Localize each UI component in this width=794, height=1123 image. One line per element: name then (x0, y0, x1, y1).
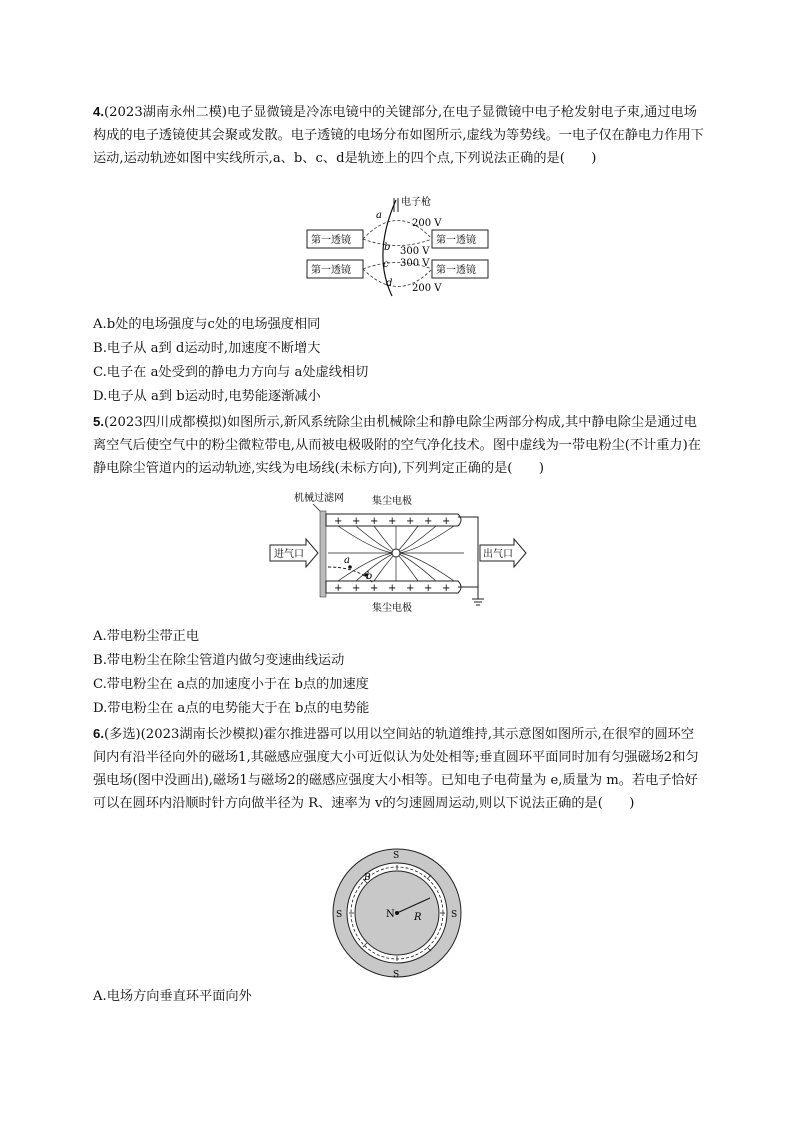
filter-mesh (320, 511, 326, 597)
hall-thruster-figure (330, 846, 464, 980)
svg-text:+: + (370, 583, 379, 594)
voltage-label: 300 V (400, 246, 430, 257)
q5-option-a: A.带电粉尘带正电 (93, 629, 200, 644)
svg-text:+: + (424, 583, 433, 594)
point-b: b (384, 242, 391, 253)
equipotential-line (363, 239, 432, 246)
question-number: 4. (93, 104, 104, 119)
electrostatic-precipitator-figure (268, 487, 530, 615)
question-6-text (93, 722, 705, 815)
svg-text:+: + (352, 583, 361, 594)
lens-label: 第一透镜 (311, 235, 351, 246)
south-pole: S (393, 970, 400, 980)
svg-text:+: + (352, 516, 361, 527)
north-pole: N (386, 909, 395, 920)
inlet-label: 进气口 (274, 549, 304, 560)
gun-label: 电子枪 (401, 197, 431, 208)
lens-label: 第一透镜 (311, 265, 351, 276)
voltage-label: 300 V (400, 258, 430, 269)
svg-text:+: + (442, 583, 451, 594)
center-wire (392, 549, 400, 557)
point-c: c (383, 259, 389, 270)
q4-option-b: B.电子从 a到 d运动时,加速度不断增大 (93, 341, 321, 356)
svg-text:+: + (334, 516, 343, 527)
outlet-label: 出气口 (483, 549, 513, 560)
lens-label: 第一透镜 (436, 265, 476, 276)
svg-text:+: + (424, 516, 433, 527)
point-a: a (344, 555, 350, 566)
south-pole: S (451, 910, 458, 920)
question-stem: (2023湖南永州二模)电子显微镜是冷冻电镜中的关键部分,在电子显微镜中电子枪发射电子束,通过电场构成的电子透镜使其会聚或发散。电子透镜的电场分布如图所示,虚线为等势线。一电子仅在静电力作用下运动,运动轨迹如图中实线所示,a、b、c、d是轨迹上的四个点,下列说法正确的是( ) (93, 105, 704, 166)
south-pole: S (336, 910, 343, 920)
question-number: 5. (93, 414, 104, 429)
point-b: b (366, 571, 373, 582)
q4-option-a: A.b处的电场强度与c处的电场强度相同 (93, 317, 321, 332)
question-4-text (93, 100, 705, 170)
q5-option-c: C.带电粉尘在 a点的加速度小于在 b点的加速度 (93, 677, 369, 692)
electrode-bottom-label: 集尘电极 (372, 603, 412, 614)
q6-option-a: A.电场方向垂直环平面向外 (93, 989, 252, 1004)
radius-label: R (414, 912, 422, 923)
svg-text:+: + (370, 516, 379, 527)
q5-option-b: B.带电粉尘在除尘管道内做匀变速曲线运动 (93, 653, 345, 668)
svg-text:+: + (406, 516, 415, 527)
point-d: d (386, 278, 393, 289)
voltage-label: 200 V (412, 218, 442, 229)
svg-text:+: + (388, 583, 397, 594)
svg-text:+: + (406, 583, 415, 594)
svg-text:+: + (388, 516, 397, 527)
electron-lens-figure (300, 192, 500, 298)
q4-option-d: D.电子从 a到 b运动时,电势能逐渐减小 (93, 389, 321, 404)
lens-label: 第一透镜 (436, 235, 476, 246)
question-number: 6. (93, 726, 104, 741)
question-stem: (2023四川成都模拟)如图所示,新风系统除尘由机械除尘和静电除尘两部分构成,其中静电除尘是通过电离空气后使空气中的粉尘微粒带电,从而被电极吸附的空气净化技术。图中虚线为一带电粉尘(不计重力)在静电除尘管道内的运动轨迹,实线为电场线(未标方向),下列判定正确的是( ) (93, 415, 701, 476)
filter-label: 机械过滤网 (294, 493, 344, 504)
question-5-text (93, 410, 705, 480)
field-label: B (364, 873, 371, 883)
svg-text:+: + (442, 516, 451, 527)
electrode-top-label: 集尘电极 (372, 496, 412, 507)
point-a: a (376, 210, 382, 221)
q4-option-c: C.电子在 a处受到的静电力方向与 a处虚线相切 (93, 365, 369, 380)
question-stem: (多选)(2023湖南长沙模拟)霍尔推进器可以用以空间站的轨道维持,其示意图如图所示,在很窄的圆环空间内有沿半径向外的磁场1,其磁感应强度大小可近似认为处处相等;垂直圆环平面同时加有匀强磁场2和匀强电场(图中没画出),磁场1与磁场2的磁感应强度大小相等。已知电子电荷量为 e,质量为 m。若电子恰好可以在圆环内沿顺时针方向做半径为 R、速率为 v的匀速圆周运动,则以下说法正确的是( ) (93, 727, 699, 811)
svg-text:+: + (334, 583, 343, 594)
q5-option-d: D.带电粉尘在 a点的电势能大于在 b点的电势能 (93, 701, 370, 716)
south-pole: S (393, 851, 400, 861)
voltage-label: 200 V (412, 283, 442, 294)
